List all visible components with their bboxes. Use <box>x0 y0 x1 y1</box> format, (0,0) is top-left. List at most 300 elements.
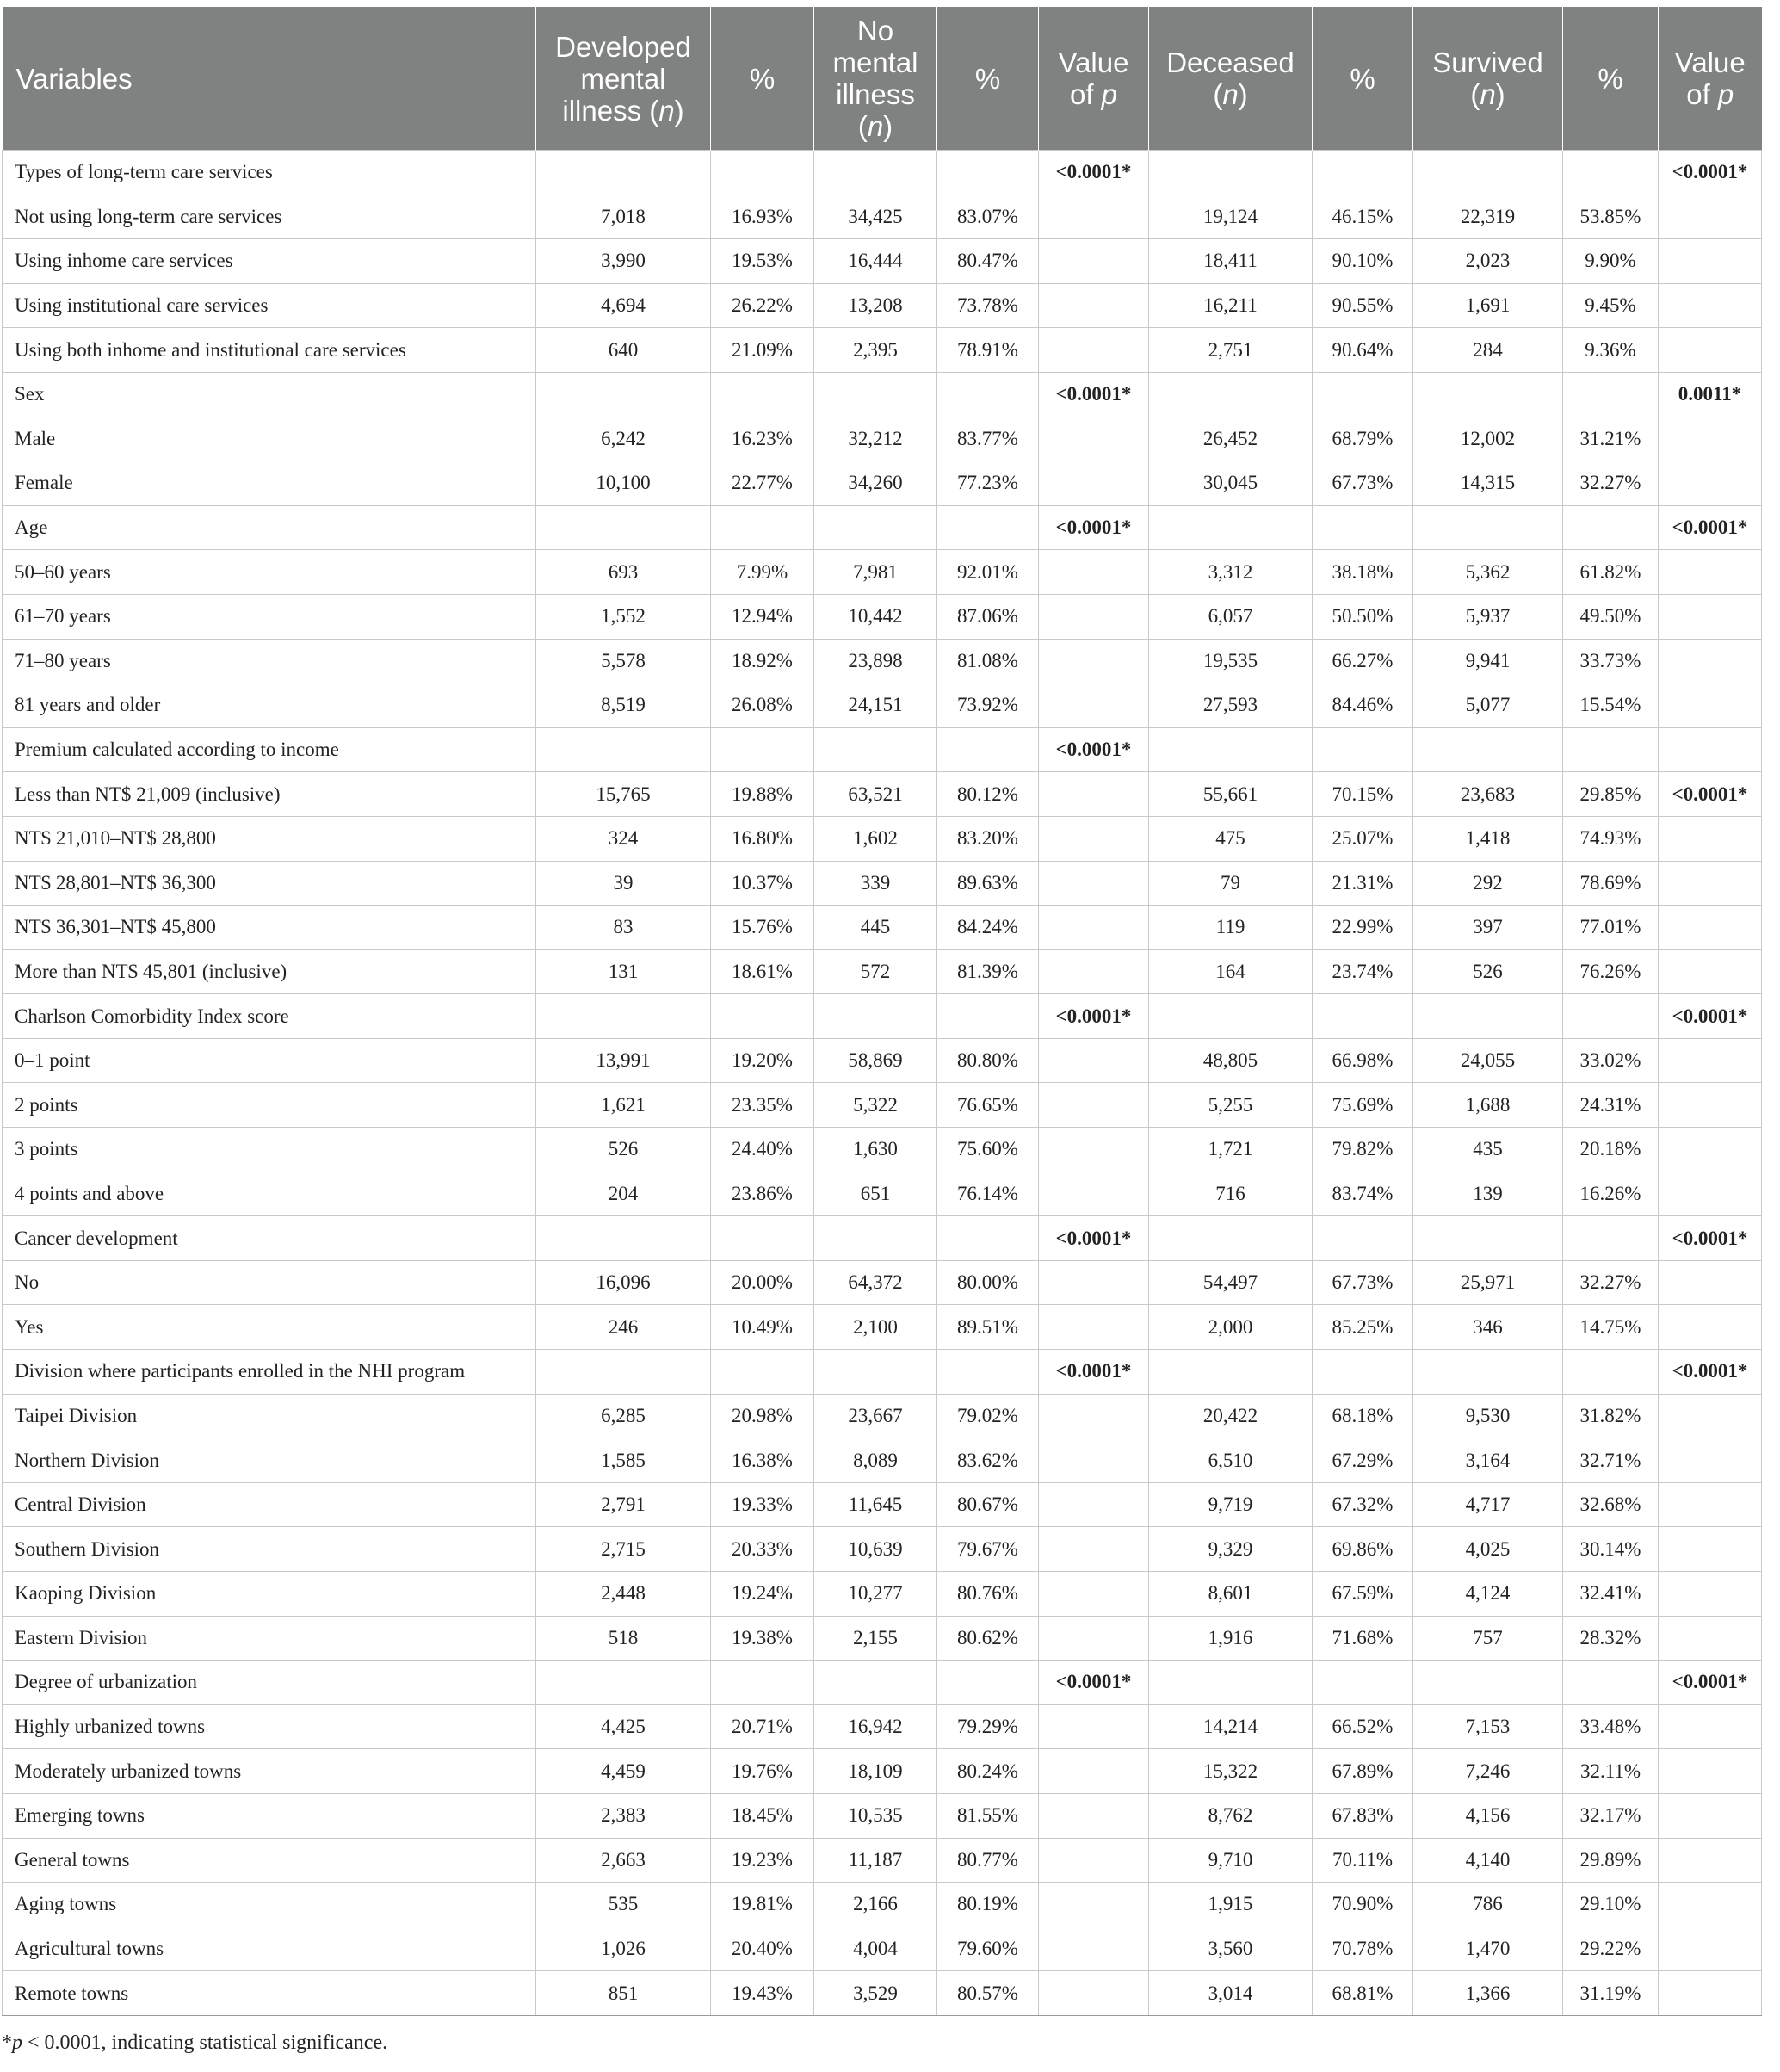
data-cell: 572 <box>814 949 937 994</box>
data-cell: 10,277 <box>814 1572 937 1617</box>
column-header-italic: n <box>867 110 884 142</box>
data-cell: 164 <box>1149 949 1313 994</box>
data-cell <box>536 727 711 772</box>
column-header-text: Survived ( <box>1432 46 1543 110</box>
variable-cell: 2 points <box>3 1083 536 1128</box>
p-value-cell <box>1039 1394 1149 1438</box>
data-cell: 19.24% <box>711 1572 814 1617</box>
column-header <box>1659 7 1762 151</box>
p-value-cell <box>1039 1749 1149 1794</box>
p-value-cell <box>1659 1927 1762 1971</box>
data-cell: 33.73% <box>1563 639 1659 683</box>
data-cell: 324 <box>536 816 711 861</box>
column-header <box>1313 7 1413 151</box>
data-cell <box>814 151 937 195</box>
p-value-cell <box>1039 1260 1149 1305</box>
data-cell: 19.43% <box>711 1971 814 2016</box>
table-row <box>3 727 1762 772</box>
data-cell: 21.31% <box>1313 861 1413 906</box>
data-cell: 66.98% <box>1313 1038 1413 1083</box>
data-cell: 2,448 <box>536 1572 711 1617</box>
column-header <box>711 7 814 151</box>
data-cell <box>536 151 711 195</box>
data-cell: 80.57% <box>937 1971 1039 2016</box>
variable-cell: NT$ 28,801–NT$ 36,300 <box>3 861 536 906</box>
data-cell: 38.18% <box>1313 550 1413 595</box>
data-cell: 33.02% <box>1563 1038 1659 1083</box>
data-cell: 77.01% <box>1563 906 1659 950</box>
data-cell: 4,025 <box>1413 1527 1563 1572</box>
data-cell <box>1313 1216 1413 1261</box>
data-cell: 55,661 <box>1149 772 1313 817</box>
p-value-cell: <0.0001* <box>1039 994 1149 1039</box>
p-value-cell <box>1659 1704 1762 1749</box>
variable-cell: Division where participants enrolled in the NHI program <box>3 1350 536 1395</box>
data-cell <box>1313 505 1413 550</box>
variable-cell: Highly urbanized towns <box>3 1704 536 1749</box>
data-cell: 24,055 <box>1413 1038 1563 1083</box>
table-row <box>3 772 1762 817</box>
p-value-cell <box>1039 1572 1149 1617</box>
data-cell <box>1413 1216 1563 1261</box>
variable-cell: Central Division <box>3 1482 536 1527</box>
data-cell <box>711 372 814 417</box>
data-cell: 16,096 <box>536 1260 711 1305</box>
p-value-cell <box>1039 1038 1149 1083</box>
column-header-text: Developed mental illness ( <box>555 30 691 127</box>
data-cell <box>814 1661 937 1705</box>
data-cell: 31.19% <box>1563 1971 1659 2016</box>
variable-cell: Male <box>3 417 536 461</box>
data-cell <box>814 372 937 417</box>
data-cell <box>1313 372 1413 417</box>
data-cell: 651 <box>814 1172 937 1216</box>
data-cell: 15,765 <box>536 772 711 817</box>
variable-cell: 50–60 years <box>3 550 536 595</box>
data-cell: 1,916 <box>1149 1616 1313 1661</box>
data-cell: 39 <box>536 861 711 906</box>
p-value-cell <box>1039 1616 1149 1661</box>
data-cell: 292 <box>1413 861 1563 906</box>
variable-cell: 0–1 point <box>3 1038 536 1083</box>
footnote <box>2 2032 387 2055</box>
data-cell: 2,395 <box>814 328 937 373</box>
data-cell: 10.49% <box>711 1305 814 1350</box>
data-cell: 4,004 <box>814 1927 937 1971</box>
data-cell: 70.90% <box>1313 1883 1413 1927</box>
data-cell <box>1563 727 1659 772</box>
data-cell: 26.08% <box>711 683 814 728</box>
data-cell: 79.60% <box>937 1927 1039 1971</box>
data-cell <box>711 1350 814 1395</box>
data-cell: 19.38% <box>711 1616 814 1661</box>
data-cell: 79.82% <box>1313 1128 1413 1172</box>
data-cell: 3,560 <box>1149 1927 1313 1971</box>
data-cell: 24,151 <box>814 683 937 728</box>
table-row <box>3 283 1762 328</box>
data-cell <box>1563 372 1659 417</box>
column-header-text: % <box>749 62 776 95</box>
data-cell: 32.27% <box>1563 1260 1659 1305</box>
variable-cell: Age <box>3 505 536 550</box>
data-cell: 61.82% <box>1563 550 1659 595</box>
data-cell: 70.15% <box>1313 772 1413 817</box>
data-cell: 29.22% <box>1563 1927 1659 1971</box>
column-header <box>1413 7 1563 151</box>
data-cell: 20.00% <box>711 1260 814 1305</box>
data-cell: 89.63% <box>937 861 1039 906</box>
data-cell: 1,621 <box>536 1083 711 1128</box>
data-cell: 346 <box>1413 1305 1563 1350</box>
column-header-italic: p <box>1101 78 1118 110</box>
data-cell <box>1563 994 1659 1039</box>
data-cell: 246 <box>536 1305 711 1350</box>
data-cell: 18.45% <box>711 1793 814 1838</box>
data-cell: 29.85% <box>1563 772 1659 817</box>
variable-cell: Degree of urbanization <box>3 1661 536 1705</box>
table-row <box>3 1793 1762 1838</box>
data-cell <box>1563 1350 1659 1395</box>
p-value-cell <box>1659 1438 1762 1483</box>
column-header-text: % <box>1350 62 1375 95</box>
table-row <box>3 1394 1762 1438</box>
data-cell: 28.32% <box>1563 1616 1659 1661</box>
p-value-cell: <0.0001* <box>1039 151 1149 195</box>
data-cell <box>1149 372 1313 417</box>
column-header-text: Deceased ( <box>1166 46 1295 110</box>
variable-cell: Agricultural towns <box>3 1927 536 1971</box>
data-cell <box>1413 994 1563 1039</box>
table-row <box>3 1749 1762 1794</box>
table-row <box>3 461 1762 506</box>
data-cell: 22.99% <box>1313 906 1413 950</box>
data-cell <box>937 151 1039 195</box>
column-header <box>1149 7 1313 151</box>
data-cell: 2,166 <box>814 1883 937 1927</box>
data-cell: 2,663 <box>536 1838 711 1883</box>
column-header-text: Value of <box>1674 46 1746 110</box>
data-cell: 32.68% <box>1563 1482 1659 1527</box>
table-header-row <box>3 7 1762 151</box>
data-cell: 34,425 <box>814 195 937 239</box>
data-cell <box>1313 994 1413 1039</box>
data-cell <box>1149 151 1313 195</box>
table-row <box>3 861 1762 906</box>
data-cell: 26,452 <box>1149 417 1313 461</box>
data-cell: 67.59% <box>1313 1572 1413 1617</box>
data-cell: 284 <box>1413 328 1563 373</box>
column-header-suffix: ) <box>883 110 893 142</box>
data-cell: 435 <box>1413 1128 1563 1172</box>
data-cell <box>937 994 1039 1039</box>
variable-cell: Using both inhome and institutional care services <box>3 328 536 373</box>
variable-cell: Taipei Division <box>3 1394 536 1438</box>
data-cell: 92.01% <box>937 550 1039 595</box>
data-cell <box>814 1350 937 1395</box>
p-value-cell: <0.0001* <box>1039 372 1149 417</box>
data-cell: 9.90% <box>1563 239 1659 284</box>
variable-cell: Less than NT$ 21,009 (inclusive) <box>3 772 536 817</box>
p-value-cell <box>1659 283 1762 328</box>
p-value-cell <box>1039 1527 1149 1572</box>
column-header-text: Value of <box>1058 46 1129 110</box>
table-row <box>3 1305 1762 1350</box>
data-cell: 4,717 <box>1413 1482 1563 1527</box>
data-cell <box>711 1661 814 1705</box>
data-cell: 9,710 <box>1149 1838 1313 1883</box>
p-value-cell <box>1659 1482 1762 1527</box>
data-cell: 21.09% <box>711 328 814 373</box>
data-cell: 19,124 <box>1149 195 1313 239</box>
table-row <box>3 683 1762 728</box>
p-value-cell <box>1659 861 1762 906</box>
table-row <box>3 906 1762 950</box>
data-cell <box>937 1661 1039 1705</box>
data-cell <box>937 1216 1039 1261</box>
column-header-text: % <box>974 62 1001 95</box>
data-cell: 67.83% <box>1313 1793 1413 1838</box>
data-cell: 16,444 <box>814 239 937 284</box>
results-table-container <box>2 7 1761 2016</box>
p-value-cell <box>1039 639 1149 683</box>
data-cell: 34,260 <box>814 461 937 506</box>
table-row <box>3 151 1762 195</box>
data-cell <box>937 1350 1039 1395</box>
data-cell: 20.98% <box>711 1394 814 1438</box>
data-cell: 4,140 <box>1413 1838 1563 1883</box>
table-row <box>3 1438 1762 1483</box>
data-cell: 19,535 <box>1149 639 1313 683</box>
p-value-cell <box>1659 417 1762 461</box>
p-value-cell <box>1659 1260 1762 1305</box>
data-cell <box>536 505 711 550</box>
p-value-cell <box>1039 1305 1149 1350</box>
data-cell: 48,805 <box>1149 1038 1313 1083</box>
data-cell: 1,688 <box>1413 1083 1563 1128</box>
data-cell <box>1413 151 1563 195</box>
data-cell: 526 <box>1413 949 1563 994</box>
data-cell: 6,242 <box>536 417 711 461</box>
p-value-cell: <0.0001* <box>1039 727 1149 772</box>
p-value-cell <box>1659 639 1762 683</box>
column-header <box>3 7 536 151</box>
data-cell: 26.22% <box>711 283 814 328</box>
table-row <box>3 1527 1762 1572</box>
p-value-cell <box>1659 1083 1762 1128</box>
data-cell: 851 <box>536 1971 711 2016</box>
data-cell: 18,109 <box>814 1749 937 1794</box>
p-value-cell <box>1659 461 1762 506</box>
data-cell: 78.69% <box>1563 861 1659 906</box>
p-value-cell <box>1659 1305 1762 1350</box>
data-cell <box>1149 727 1313 772</box>
data-cell <box>1563 1661 1659 1705</box>
data-cell: 23.35% <box>711 1083 814 1128</box>
data-cell <box>1313 1350 1413 1395</box>
table-row <box>3 1838 1762 1883</box>
data-cell: 7,246 <box>1413 1749 1563 1794</box>
data-cell: 25,971 <box>1413 1260 1563 1305</box>
data-cell <box>1149 505 1313 550</box>
data-cell: 20.71% <box>711 1704 814 1749</box>
data-cell: 46.15% <box>1313 195 1413 239</box>
data-cell <box>814 727 937 772</box>
p-value-cell <box>1659 1394 1762 1438</box>
data-cell: 2,100 <box>814 1305 937 1350</box>
data-cell: 30,045 <box>1149 461 1313 506</box>
data-cell: 73.92% <box>937 683 1039 728</box>
data-cell: 535 <box>536 1883 711 1927</box>
data-cell: 70.78% <box>1313 1927 1413 1971</box>
p-value-cell <box>1659 949 1762 994</box>
data-cell: 23,683 <box>1413 772 1563 817</box>
variable-cell: Yes <box>3 1305 536 1350</box>
data-cell <box>536 1661 711 1705</box>
data-cell: 5,255 <box>1149 1083 1313 1128</box>
data-cell <box>536 1216 711 1261</box>
data-cell <box>1413 372 1563 417</box>
data-cell: 5,362 <box>1413 550 1563 595</box>
data-cell: 10,100 <box>536 461 711 506</box>
data-cell: 119 <box>1149 906 1313 950</box>
column-header <box>536 7 711 151</box>
data-cell: 78.91% <box>937 328 1039 373</box>
data-cell: 76.14% <box>937 1172 1039 1216</box>
data-cell: 2,751 <box>1149 328 1313 373</box>
data-cell: 23.74% <box>1313 949 1413 994</box>
data-cell: 3,164 <box>1413 1438 1563 1483</box>
data-cell: 1,552 <box>536 594 711 639</box>
table-body <box>3 151 1762 2016</box>
data-cell: 73.78% <box>937 283 1039 328</box>
data-cell: 83.77% <box>937 417 1039 461</box>
data-cell: 68.18% <box>1313 1394 1413 1438</box>
data-cell: 19.88% <box>711 772 814 817</box>
data-cell: 18.92% <box>711 639 814 683</box>
data-cell: 16.26% <box>1563 1172 1659 1216</box>
data-cell: 16.23% <box>711 417 814 461</box>
data-cell: 80.67% <box>937 1482 1039 1527</box>
data-cell: 67.89% <box>1313 1749 1413 1794</box>
data-cell: 27,593 <box>1149 683 1313 728</box>
variable-cell: 81 years and older <box>3 683 536 728</box>
data-cell: 53.85% <box>1563 195 1659 239</box>
p-value-cell <box>1659 1749 1762 1794</box>
p-value-cell <box>1659 816 1762 861</box>
table-row <box>3 1661 1762 1705</box>
p-value-cell <box>1039 328 1149 373</box>
data-cell <box>937 372 1039 417</box>
table-row <box>3 1083 1762 1128</box>
p-value-cell: <0.0001* <box>1659 1661 1762 1705</box>
p-value-cell <box>1659 1128 1762 1172</box>
column-header-text: % <box>1598 62 1623 95</box>
variable-cell: Aging towns <box>3 1883 536 1927</box>
p-value-cell <box>1039 816 1149 861</box>
data-cell: 693 <box>536 550 711 595</box>
data-cell <box>1149 1661 1313 1705</box>
data-cell: 19.81% <box>711 1883 814 1927</box>
table-row <box>3 949 1762 994</box>
data-cell: 67.73% <box>1313 461 1413 506</box>
p-value-cell <box>1039 1704 1149 1749</box>
data-cell: 23.86% <box>711 1172 814 1216</box>
data-cell: 32.41% <box>1563 1572 1659 1617</box>
data-cell: 75.60% <box>937 1128 1039 1172</box>
p-value-cell <box>1039 1971 1149 2016</box>
p-value-cell <box>1659 1616 1762 1661</box>
column-header-text: Variables <box>15 62 133 95</box>
p-value-cell: <0.0001* <box>1659 994 1762 1039</box>
data-cell: 80.24% <box>937 1749 1039 1794</box>
data-cell: 9,719 <box>1149 1482 1313 1527</box>
table-row <box>3 239 1762 284</box>
data-cell: 2,383 <box>536 1793 711 1838</box>
p-value-cell: <0.0001* <box>1039 1350 1149 1395</box>
data-cell: 80.62% <box>937 1616 1039 1661</box>
data-cell: 23,667 <box>814 1394 937 1438</box>
p-value-cell <box>1039 861 1149 906</box>
p-value-cell <box>1039 1927 1149 1971</box>
data-cell: 7.99% <box>711 550 814 595</box>
table-row <box>3 994 1762 1039</box>
data-cell: 2,715 <box>536 1527 711 1572</box>
p-value-cell: <0.0001* <box>1659 772 1762 817</box>
column-header-italic: n <box>1222 78 1239 110</box>
data-cell: 15.76% <box>711 906 814 950</box>
p-value-cell <box>1659 727 1762 772</box>
data-cell: 69.86% <box>1313 1527 1413 1572</box>
data-cell: 67.32% <box>1313 1482 1413 1527</box>
data-cell: 80.76% <box>937 1572 1039 1617</box>
data-cell: 18.61% <box>711 949 814 994</box>
variable-cell: Eastern Division <box>3 1616 536 1661</box>
data-cell: 23,898 <box>814 639 937 683</box>
data-cell: 66.52% <box>1313 1704 1413 1749</box>
data-cell: 131 <box>536 949 711 994</box>
variable-cell: More than NT$ 45,801 (inclusive) <box>3 949 536 994</box>
data-cell <box>711 151 814 195</box>
data-cell: 20.18% <box>1563 1128 1659 1172</box>
variable-cell: Using institutional care services <box>3 283 536 328</box>
data-cell: 7,981 <box>814 550 937 595</box>
variable-cell: Types of long-term care services <box>3 151 536 195</box>
p-value-cell: <0.0001* <box>1039 1661 1149 1705</box>
p-value-cell <box>1039 1838 1149 1883</box>
p-value-cell <box>1039 1883 1149 1927</box>
p-value-cell <box>1039 283 1149 328</box>
data-cell: 9,530 <box>1413 1394 1563 1438</box>
data-cell: 83.62% <box>937 1438 1039 1483</box>
footnote-p: p <box>12 2032 22 2054</box>
data-cell: 58,869 <box>814 1038 937 1083</box>
footnote-text: < 0.0001, indicating statistical significance. <box>22 2032 388 2054</box>
data-cell <box>1149 1350 1313 1395</box>
data-cell: 9.36% <box>1563 328 1659 373</box>
table-row <box>3 505 1762 550</box>
data-cell: 54,497 <box>1149 1260 1313 1305</box>
data-cell: 4,124 <box>1413 1572 1563 1617</box>
column-header-suffix: ) <box>1495 78 1505 110</box>
variable-cell: General towns <box>3 1838 536 1883</box>
data-cell: 75.69% <box>1313 1083 1413 1128</box>
data-cell: 16.93% <box>711 195 814 239</box>
p-value-cell <box>1039 906 1149 950</box>
data-cell: 10,535 <box>814 1793 937 1838</box>
data-cell: 475 <box>1149 816 1313 861</box>
table-row <box>3 594 1762 639</box>
data-cell: 2,791 <box>536 1482 711 1527</box>
